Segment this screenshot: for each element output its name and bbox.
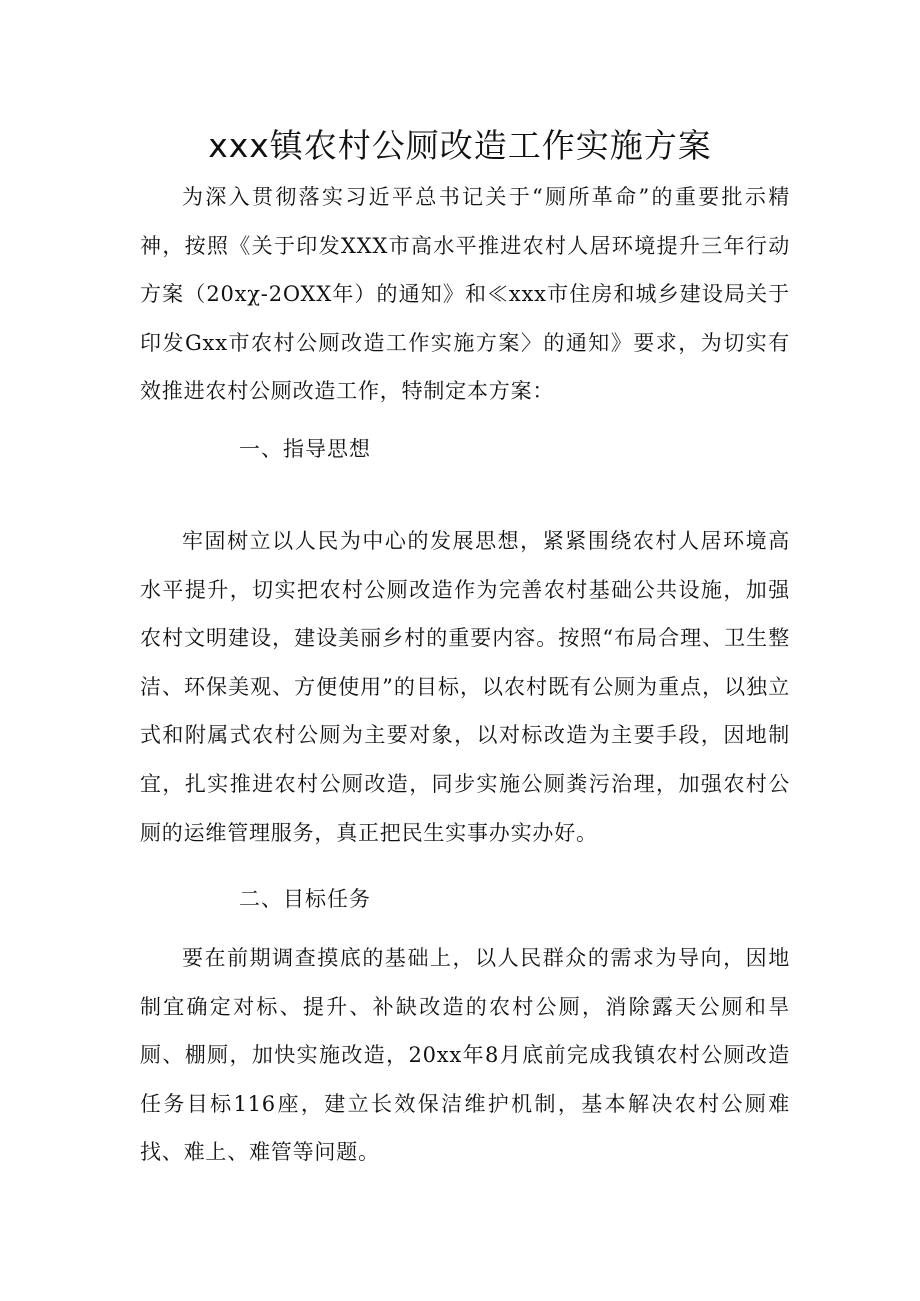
section-heading-goals-tasks: 二、目标任务	[239, 887, 371, 911]
intro-paragraph: 为深入贯彻落实习近平总书记关于“厕所革命”的重要批示精神，按照《关于印发XXX市高水平推进农村人居环境提升三年行动方案（20xχ-2OXX年）的通知》和≪xxx市住房和城乡建设局关于印发Gxx市农村公厕改造工作实施方案〉的通知》要求，为切实有效推进农村公厕改造工作，特制定本方案：	[140, 185, 790, 404]
document-title: xxx镇农村公厕改造工作实施方案	[208, 126, 712, 165]
section-paragraph-guiding-ideology: 牢固树立以人民为中心的发展思想，紧紧围绕农村人居环境高水平提升，切实把农村公厕改造作为完善农村基础公共设施，加强农村文明建设，建设美丽乡村的重要内容。按照“布局合理、卫生整洁、环保美观、方便使用”的目标，以农村既有公厕为重点，以独立式和附属式农村公厕为主要对象，以对标改造为主要手段，因地制宜，扎实推进农村公厕改造，同步实施公厕粪污治理，加强农村公厕的运维管理服务，真正把民生实事办实办好。	[140, 529, 790, 845]
section-heading-guiding-ideology: 一、指导思想	[239, 437, 371, 461]
section-paragraph-goals-tasks: 要在前期调查摸底的基础上，以人民群众的需求为导向，因地制宜确定对标、提升、补缺改造的农村公厕，消除露天公厕和旱厕、棚厕，加快实施改造，20xx年8月底前完成我镇农村公厕改造任务目标116座，建立长效保洁维护机制，基本解决农村公厕难找、难上、难管等问题。	[140, 946, 790, 1165]
